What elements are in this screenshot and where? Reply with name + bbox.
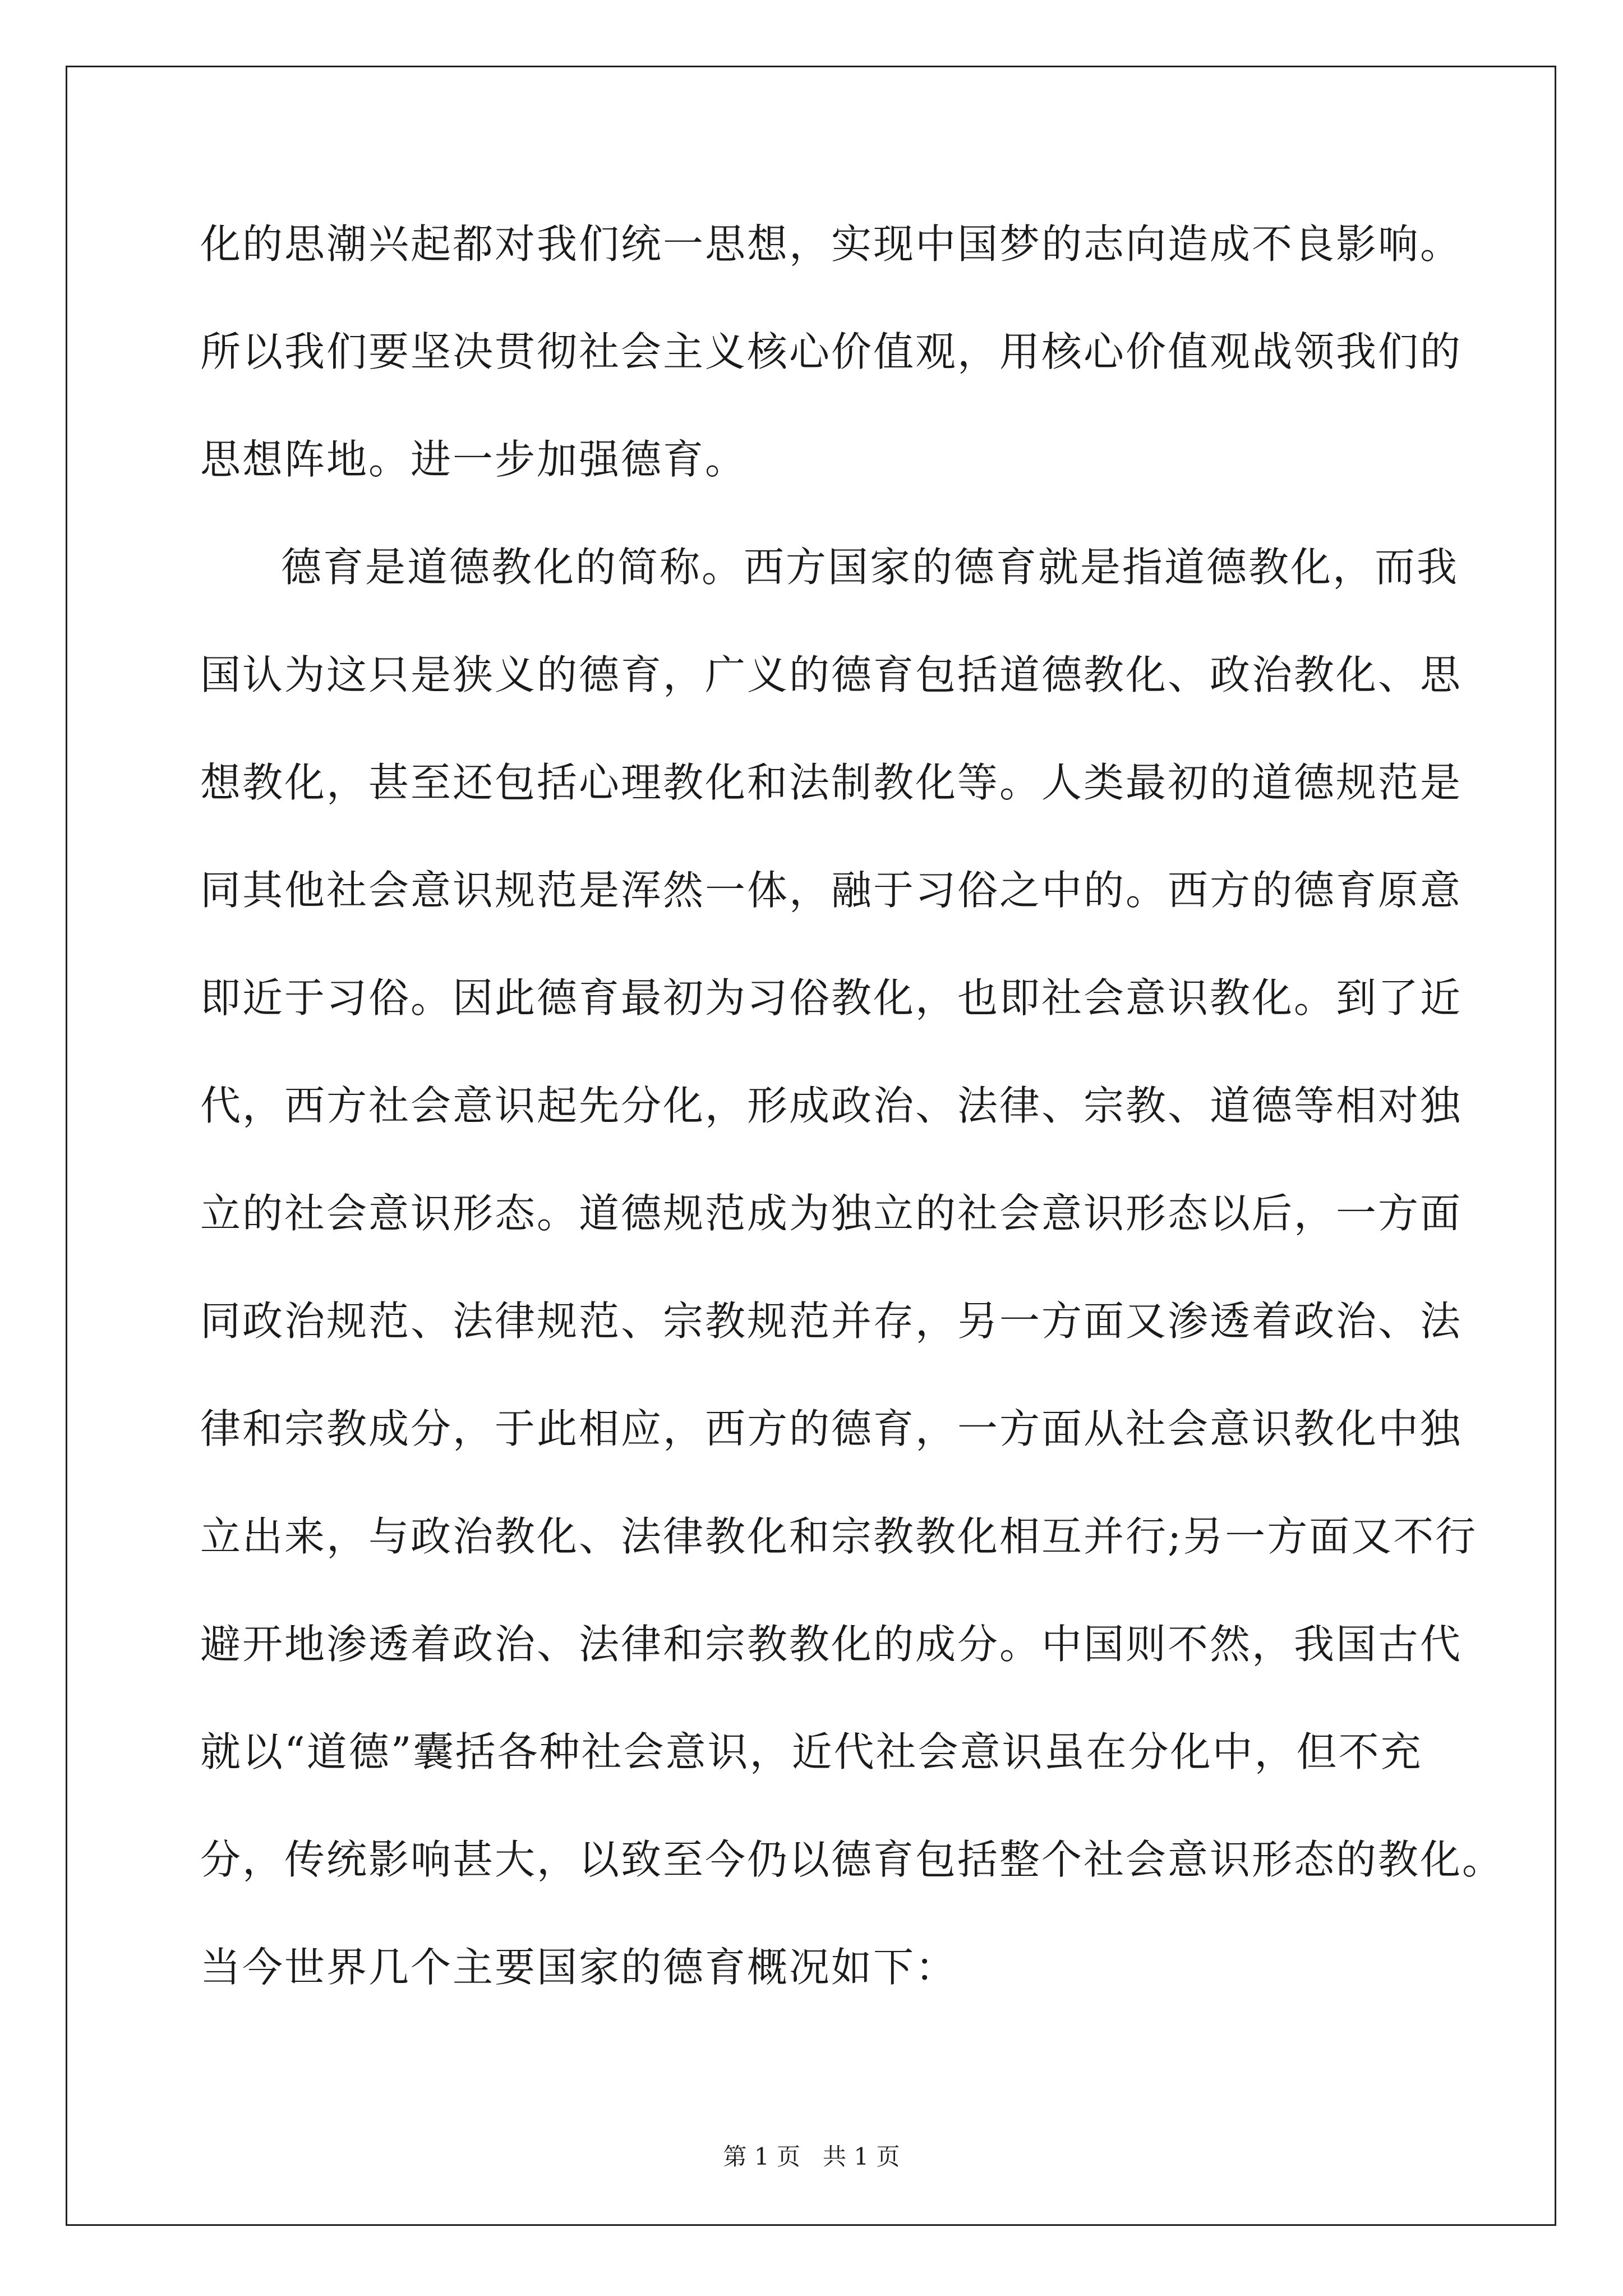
total-pages: 共 1 页 [823, 2143, 900, 2170]
text-line: 国认为这只是狭义的德育，广义的德育包括道德教化、政治教化、思 [200, 651, 1463, 698]
text-line: 代，西方社会意识起先分化，形成政治、法律、宗教、道德等相对独 [200, 1082, 1463, 1129]
page-footer [0, 2143, 1623, 2171]
paragraph-start-line: 德育是道德教化的简称。西方国家的德育就是指道德教化，而我 [281, 544, 1459, 591]
text-line: 立出来，与政治教化、法律教化和宗教教化相互并行;另一方面又不行 [200, 1513, 1478, 1560]
text-line: 当今世界几个主要国家的德育概况如下： [200, 1944, 958, 1991]
document-body [200, 212, 1505, 2043]
page-number: 第 1 页 [723, 2143, 800, 2170]
text-line: 立的社会意识形态。道德规范成为独立的社会意识形态以后，一方面 [200, 1190, 1463, 1237]
text-line: 避开地渗透着政治、法律和宗教教化的成分。中国则不然，我国古代 [200, 1621, 1463, 1668]
text-line: 思想阵地。进一步加强德育。 [200, 436, 748, 483]
text-line: 即近于习俗。因此德育最初为习俗教化，也即社会意识教化。到了近 [200, 974, 1463, 1022]
text-line: 就以“道德”囊括各种社会意识，近代社会意识虽在分化中，但不充 [200, 1728, 1423, 1775]
text-line: 律和宗教成分，于此相应，西方的德育，一方面从社会意识教化中独 [200, 1405, 1463, 1452]
text-line: 分，传统影响甚大，以致至今仍以德育包括整个社会意识形态的教化。 [200, 1836, 1505, 1883]
footer-gap [800, 2143, 823, 2170]
text-line: 同政治规范、法律规范、宗教规范并存，另一方面又渗透着政治、法 [200, 1297, 1463, 1345]
text-line: 化的思潮兴起都对我们统一思想，实现中国梦的志向造成不良影响。 [200, 220, 1463, 268]
text-line: 同其他社会意识规范是浑然一体，融于习俗之中的。西方的德育原意 [200, 867, 1463, 914]
text-line: 所以我们要坚决贯彻社会主义核心价值观，用核心价值观战领我们的 [200, 328, 1463, 375]
text-line: 想教化，甚至还包括心理教化和法制教化等。人类最初的道德规范是 [200, 759, 1463, 806]
